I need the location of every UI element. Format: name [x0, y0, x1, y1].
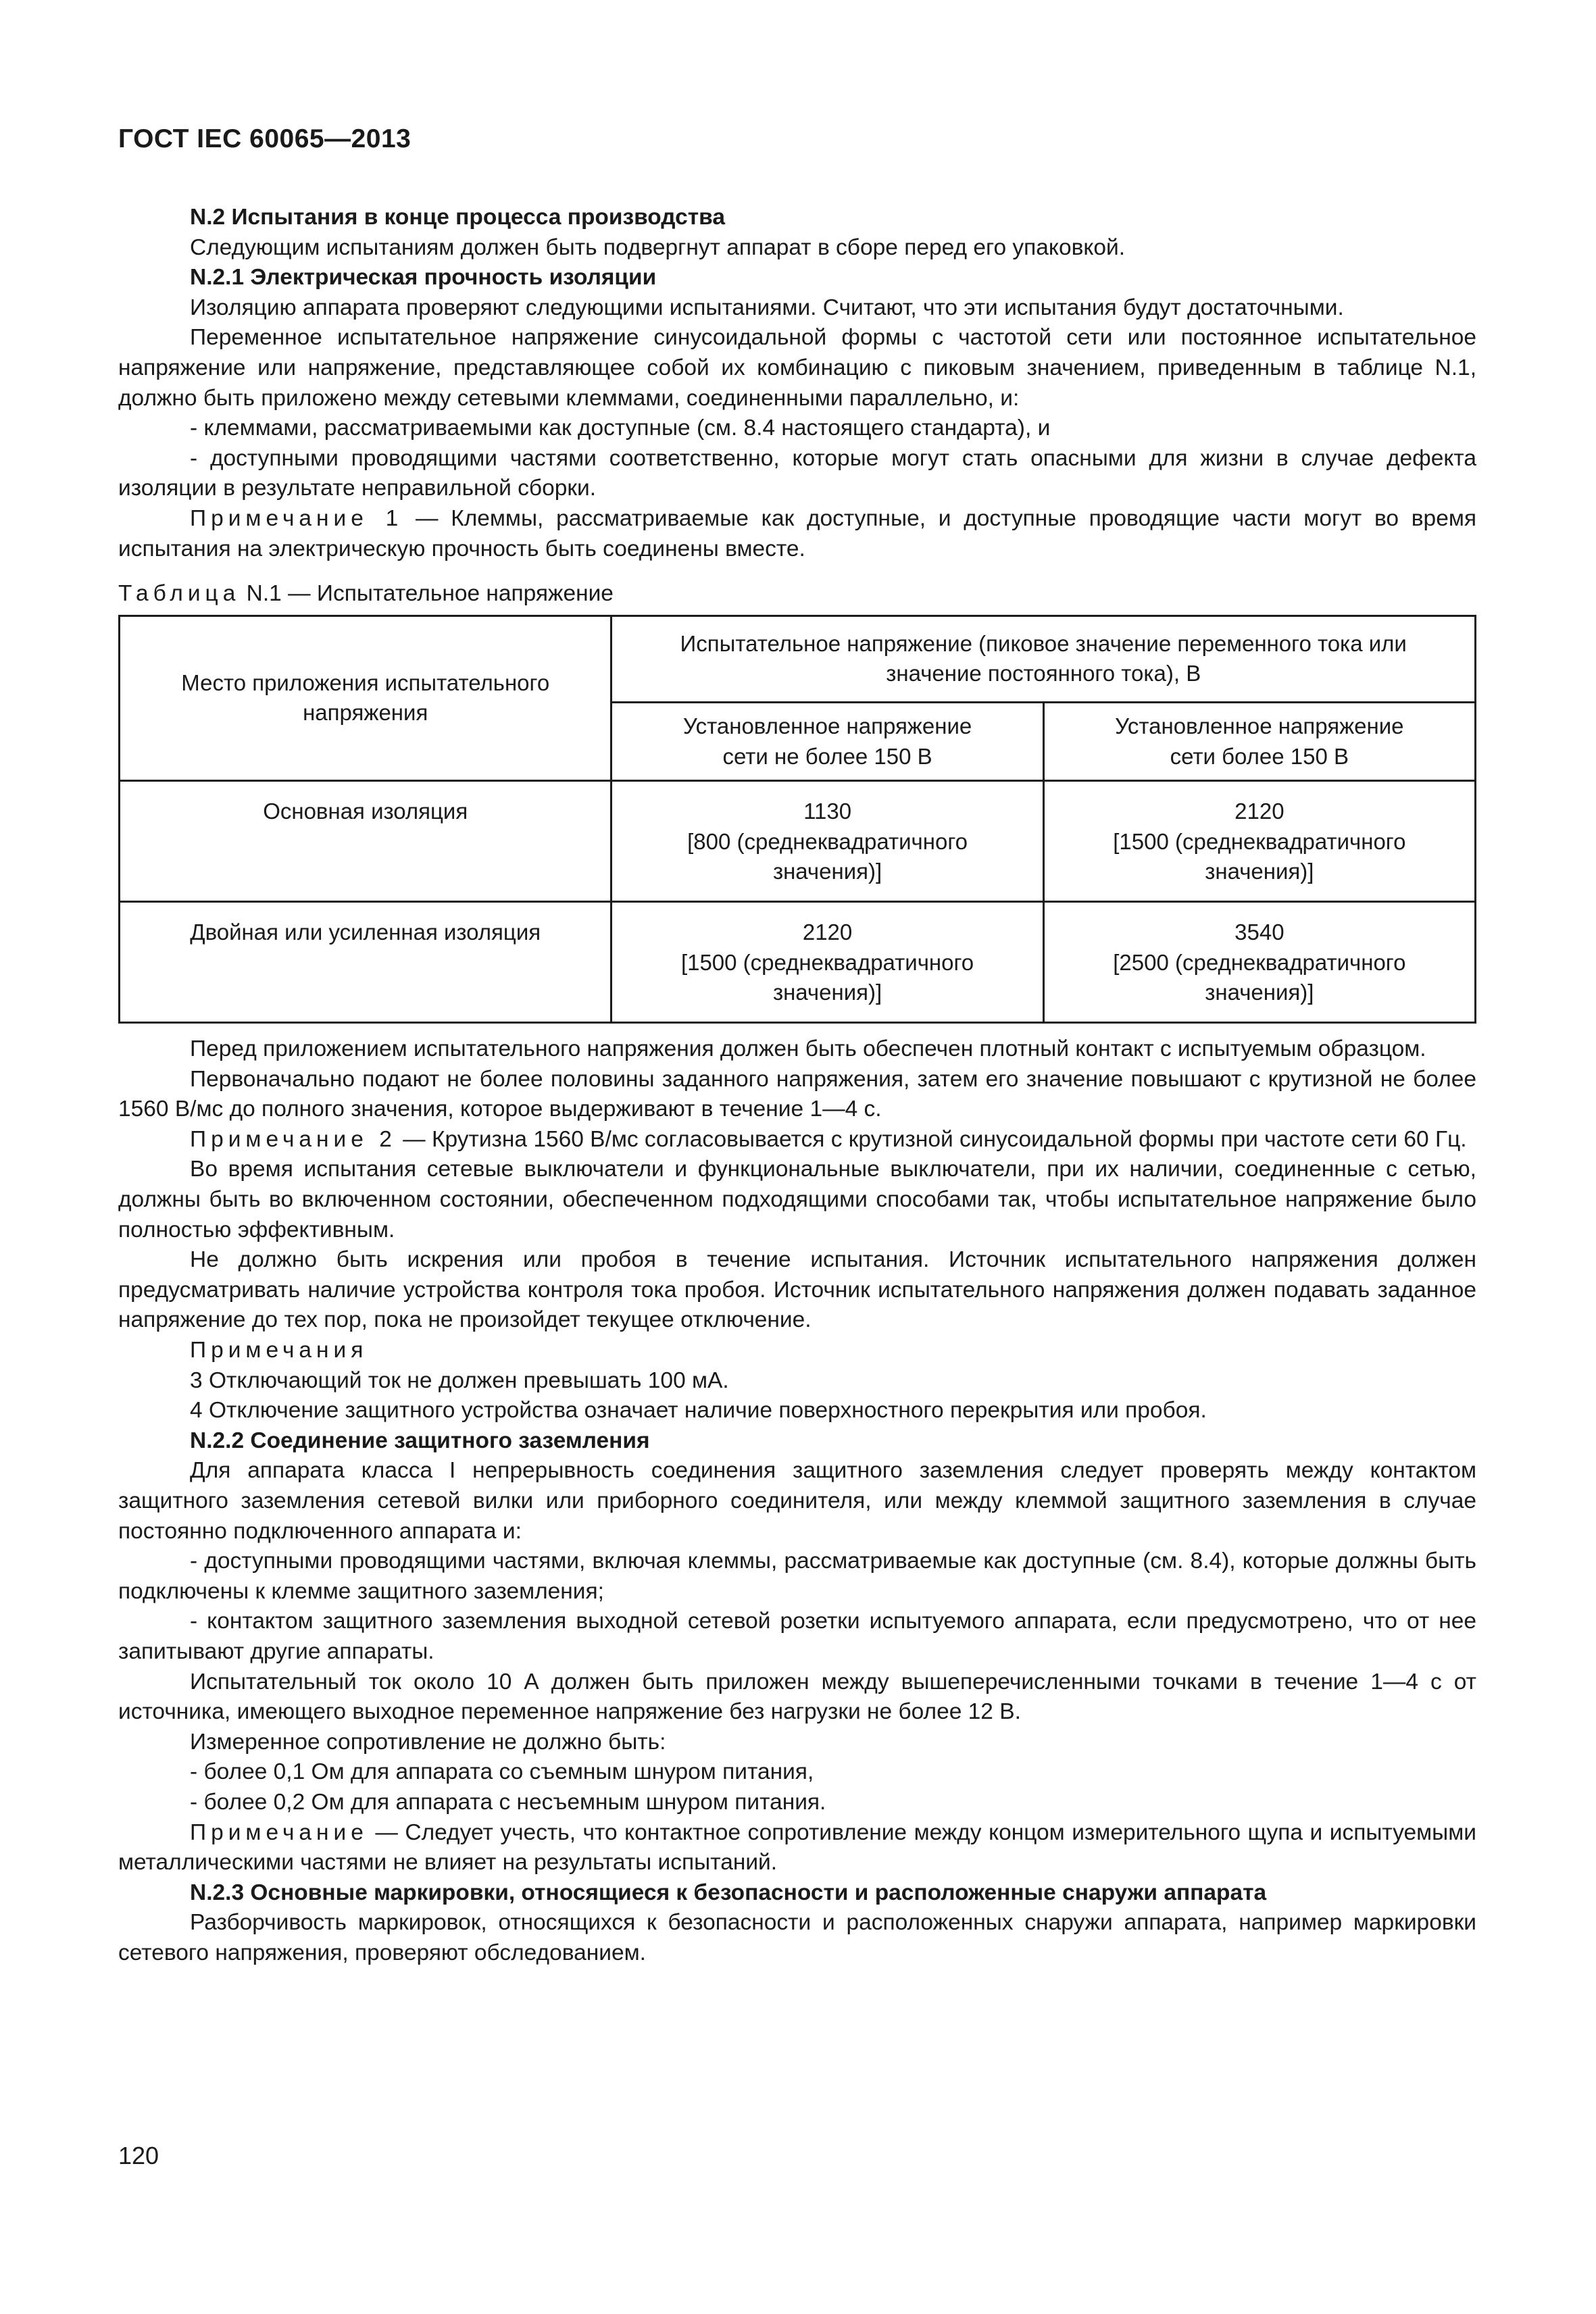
note-5	[118, 1818, 1476, 1878]
table-cell-le150	[612, 902, 1043, 1023]
paragraph: Испытательный ток около 10 А должен быть приложен между вышеперечисленными точками в течение 1—4 с от источника, имеющего выходное переменное напряжение без нагрузки не более 12 В.	[118, 1669, 1476, 1725]
table-cell-gt150	[1043, 902, 1475, 1023]
table-caption	[118, 579, 1476, 609]
paragraph: Следующим испытаниям должен быть подвергнут аппарат в сборе перед его упаковкой.	[190, 234, 1126, 260]
paragraph: Перед приложением испытательного напряжения должен быть обеспечен плотный контакт с испытуемым образцом.	[190, 1036, 1426, 1062]
paragraph: Для аппарата класса I непрерывность соединения защитного заземления следует проверять между контактом защитного заземления сетевой вилки или приборного соединителя, или между клеммой защитного заземления в случае постоянно подключенного аппарата и:	[118, 1458, 1476, 1544]
table-header-gt150-text: Установленное напряжение сети более 150 В	[1115, 713, 1404, 769]
table-cell-place: Основная изоляция	[120, 781, 612, 902]
document-body	[118, 203, 1476, 1969]
page-number: 120	[118, 2142, 159, 2169]
list-item: - контактом защитного заземления выходной сетевой розетки испытуемого аппарата, если предусмотрено, что от нее запитывают другие аппараты.	[118, 1609, 1476, 1664]
table-row	[120, 902, 1476, 1023]
table-header-place-text: Место приложения испытательного напряжения	[181, 670, 550, 726]
note-1	[118, 504, 1476, 564]
table-cell-value: 2120	[802, 920, 853, 945]
table-header-gt150	[1043, 702, 1475, 780]
table-cell-gt150	[1043, 781, 1475, 902]
table-header-le150-text: Установленное напряжение сети не более 150 В	[682, 713, 972, 769]
paragraph: Во время испытания сетевые выключатели и функциональные выключатели, при их наличии, соединенные с сетью, должны быть во включенном состоянии, обеспеченном подходящими способами так, чтобы испытательное напряжение было полностью эффективным.	[118, 1157, 1476, 1242]
paragraph: Разборчивость маркировок, относящихся к безопасности и расположенных снаружи аппарата, например маркировки сетевого напряжения, проверяют обследованием.	[118, 1910, 1476, 1965]
table-cell-value: 1130	[803, 799, 852, 824]
table-cell-place: Двойная или усиленная изоляция	[120, 902, 612, 1023]
note-label: Примечание 2	[190, 1126, 397, 1152]
document-header: ГОСТ IEC 60065—2013	[118, 124, 412, 153]
table-header-le150	[612, 702, 1043, 780]
section-title-n2-2: N.2.2 Соединение защитного заземления	[190, 1428, 650, 1453]
table-cell-rms: [800 (среднеквадратичного значения)]	[687, 828, 968, 884]
paragraph: Переменное испытательное напряжение синусоидальной формы с частотой сети или постоянное испытательное напряжение или напряжение, представляющее собой их комбинацию с пиковым значением, приведенным в таблице N.1, должно быть приложено между сетевыми клеммами, соединенными параллельно, и:	[118, 325, 1476, 411]
note-3: 3 Отключающий ток не должен превышать 100 мА.	[190, 1367, 729, 1393]
table-header-place	[120, 615, 612, 780]
list-item: - более 0,1 Ом для аппарата со съемным шнуром питания,	[190, 1759, 814, 1785]
notes-label: Примечания	[190, 1338, 368, 1363]
paragraph: Не должно быть искрения или пробоя в течение испытания. Источник испытательного напряжения должен предусматривать наличие устройства контроля тока пробоя. Источник испытательного напряжения должен подавать заданное напряжение до тех пор, пока не произойдет текущее отключение.	[118, 1247, 1476, 1333]
table-cell-rms: [2500 (среднеквадратичного значения)]	[1113, 949, 1406, 1005]
table-cell-le150	[612, 781, 1043, 902]
list-item: - доступными проводящими частями, включая клеммы, рассматриваемые как доступные (см. 8.4), которые должны быть подключены к клемме защитного заземления;	[118, 1549, 1476, 1604]
table-caption-text: N.1 — Испытательное напряжение	[246, 581, 614, 607]
section-title-n2: N.2 Испытания в конце процесса производства	[190, 205, 725, 230]
paragraph: Измеренное сопротивление не должно быть:	[190, 1729, 666, 1755]
section-title-n2-3: N.2.3 Основные маркировки, относящиеся к безопасности и расположенные снаружи аппарата	[190, 1880, 1267, 1905]
paragraph: Первоначально подают не более половины заданного напряжения, затем его значение повышают с крутизной не более 1560 В/мс до полного значения, которое выдерживают в течение 1—4 с.	[118, 1066, 1476, 1122]
table-cell-rms: [1500 (среднеквадратичного значения)]	[680, 949, 974, 1005]
list-item: - более 0,2 Ом для аппарата с несъемным шнуром питания.	[190, 1789, 826, 1815]
note-4: 4 Отключение защитного устройства означает наличие поверхностного перекрытия или пробоя.	[190, 1398, 1207, 1424]
paragraph: Изоляцию аппарата проверяют следующими испытаниями. Считают, что эти испытания будут достаточными.	[190, 295, 1344, 320]
table-header-voltage-text: Испытательное напряжение (пиковое значение переменного тока или значение постоянного тока), В	[680, 630, 1407, 686]
table-header-voltage	[612, 615, 1476, 702]
list-item: - клеммами, рассматриваемыми как доступные (см. 8.4 настоящего стандарта), и	[190, 416, 1051, 441]
table-cell-value: 2120	[1235, 799, 1285, 824]
table-row	[120, 781, 1476, 902]
table-cell-rms: [1500 (среднеквадратичного значения)]	[1113, 828, 1406, 884]
note-text: — Клеммы, рассматриваемые как доступные, и доступные проводящие части могут во время испытания на электрическую прочность быть соединены вместе.	[118, 505, 1476, 561]
section-title-n2-1: N.2.1 Электрическая прочность изоляции	[190, 265, 657, 291]
note-2	[118, 1125, 1476, 1155]
note-label: Примечание	[190, 1819, 368, 1845]
list-item: - доступными проводящими частями соответственно, которые могут стать опасными для жизни в случае дефекта изоляции в результате неправильной сборки.	[118, 445, 1476, 501]
table-caption-label: Таблица	[118, 581, 241, 607]
note-text: — Следует учесть, что контактное сопротивление между концом измерительного щупа и испытуемыми металлическими частями не влияет на результаты испытаний.	[118, 1819, 1476, 1876]
note-label: Примечание 1	[190, 505, 403, 531]
note-text: — Крутизна 1560 В/мс согласовывается с крутизной синусоидальной формы при частоте сети 60 Гц.	[396, 1126, 1467, 1152]
table-cell-value: 3540	[1235, 920, 1285, 945]
test-voltage-table	[118, 615, 1476, 1024]
